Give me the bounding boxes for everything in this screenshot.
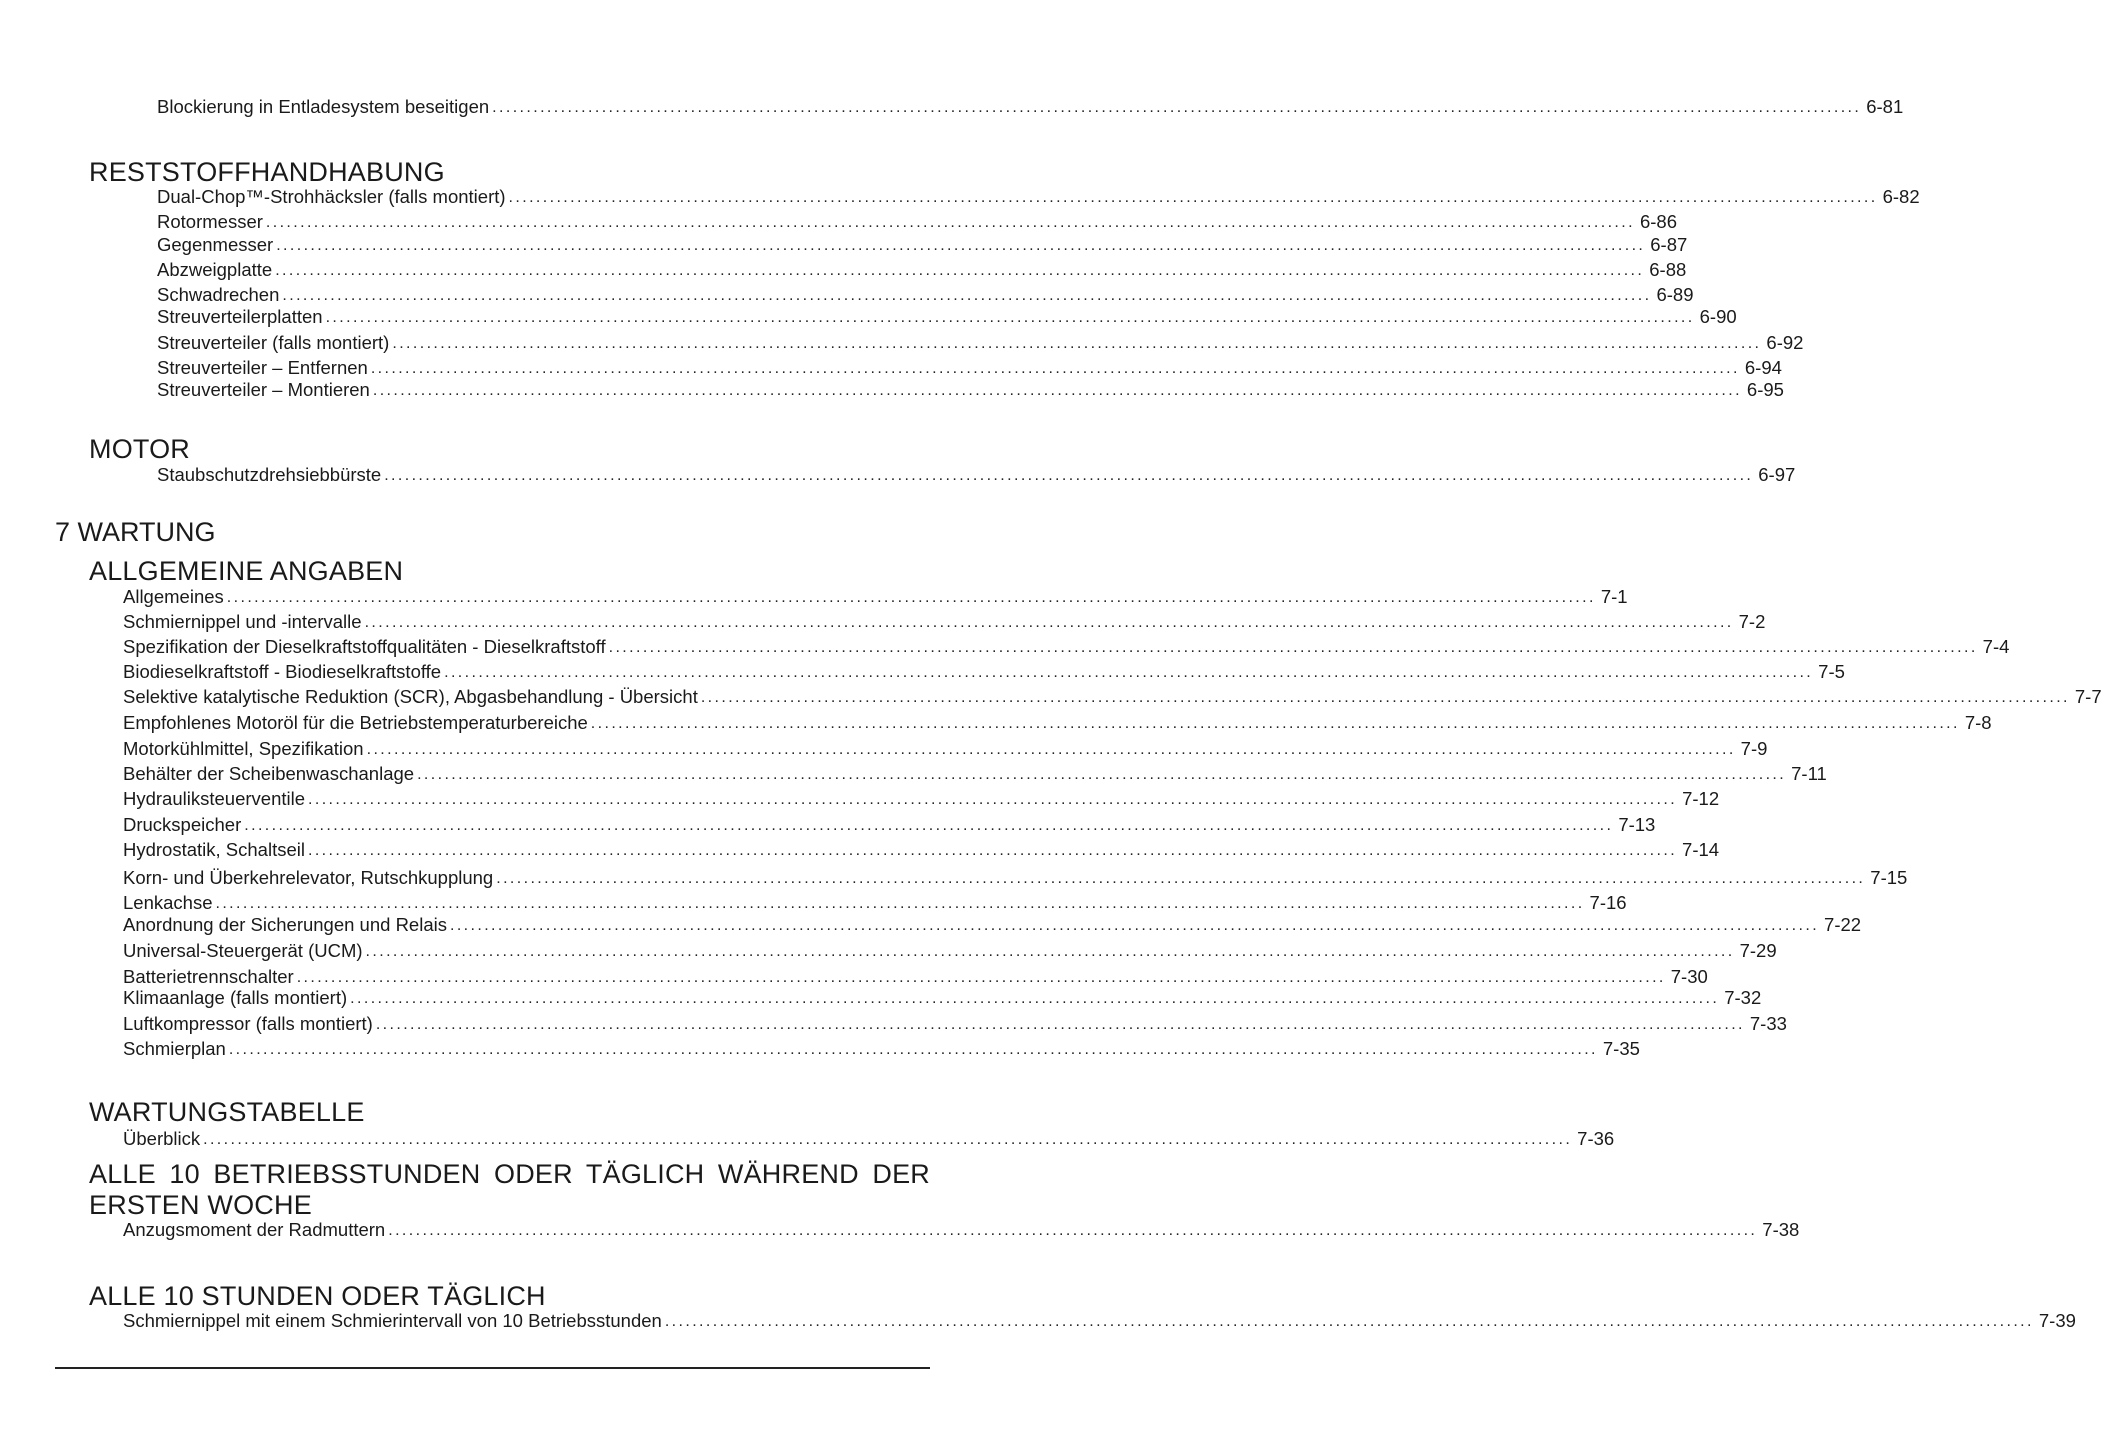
toc-entry[interactable] <box>123 837 1720 861</box>
toc-entry[interactable] <box>123 584 1628 608</box>
toc-entry-title: Empfohlenes Motoröl für die Betriebstemperaturbereiche <box>123 712 588 733</box>
toc-entry-page: 7-32 <box>1724 987 1762 1008</box>
toc-entry[interactable] <box>123 609 1766 633</box>
footer-rule <box>55 1367 930 1369</box>
toc-leader-dots: ........................................................................................................................................................................................................ <box>365 943 1735 960</box>
toc-entry[interactable] <box>123 710 1992 734</box>
section-heading: MOTOR <box>89 434 190 464</box>
toc-entry-page: 7-2 <box>1738 611 1766 632</box>
toc-entry-title: Korn- und Überkehrelevator, Rutschkupplung <box>123 867 494 888</box>
toc-entry[interactable] <box>157 257 1687 281</box>
toc-entry-page: 7-1 <box>1600 586 1628 607</box>
toc-entry-title: Universal-Steuergerät (UCM) <box>123 940 363 961</box>
toc-entry[interactable] <box>123 865 1908 889</box>
toc-entry[interactable] <box>123 1036 1640 1060</box>
toc-entry-title: Spezifikation der Dieselkraftstoffqualitäten - Dieselkraftstoff <box>123 636 606 657</box>
toc-leader-dots: ........................................................................................................................................................................................................ <box>366 741 1736 758</box>
toc-entry[interactable] <box>123 985 1762 1009</box>
toc-leader-dots: ........................................................................................................................................................................................................ <box>296 969 1666 986</box>
toc-entry-title: Batterietrennschalter <box>123 966 294 987</box>
toc-entry[interactable] <box>123 761 1827 785</box>
toc-leader-dots: ........................................................................................................................................................................................................ <box>307 842 1678 859</box>
toc-entry-title: Klimaanlage (falls montiert) <box>123 987 348 1008</box>
toc-leader-dots: ........................................................................................................................................................................................................ <box>325 309 1695 326</box>
toc-entry-title: Biodieselkraftstoff - Biodieselkraftstoffe <box>123 661 442 682</box>
toc-entry-title: Streuverteiler – Montieren <box>157 379 370 400</box>
toc-leader-dots: ........................................................................................................................................................................................................ <box>444 664 1814 681</box>
toc-leader-dots: ........................................................................................................................................................................................................ <box>496 870 1866 887</box>
toc-entry-page: 6-90 <box>1699 306 1737 327</box>
toc-entry[interactable] <box>157 330 1804 354</box>
toc-entry[interactable] <box>157 282 1694 306</box>
toc-entry-title: Überblick <box>123 1128 201 1149</box>
toc-leader-dots: ........................................................................................................................................................................................................ <box>275 262 1645 279</box>
toc-entry-page: 7-35 <box>1602 1038 1640 1059</box>
toc-entry-title: Hydrostatik, Schaltseil <box>123 839 305 860</box>
toc-entry-page: 7-33 <box>1749 1013 1787 1034</box>
toc-leader-dots: ........................................................................................................................................................................................................ <box>590 715 1960 732</box>
toc-entry-title: Abzweigplatte <box>157 259 273 280</box>
toc-entry[interactable] <box>123 786 1720 810</box>
toc-entry[interactable] <box>123 938 1777 962</box>
toc-entry-title: Schmierplan <box>123 1038 226 1059</box>
toc-entry-page: 7-4 <box>1982 636 2010 657</box>
toc-entry-page: 6-82 <box>1882 186 1920 207</box>
toc-entry-page: 7-16 <box>1589 892 1627 913</box>
toc-leader-dots: ........................................................................................................................................................................................................ <box>417 766 1787 783</box>
toc-entry-title: Lenkachse <box>123 892 213 913</box>
toc-entry-page: 7-22 <box>1824 914 1862 935</box>
toc-leader-dots: ........................................................................................................................................................................................................ <box>215 895 1585 912</box>
toc-entry[interactable] <box>123 634 2010 658</box>
toc-leader-dots: ........................................................................................................................................................................................................ <box>282 287 1652 304</box>
toc-entry[interactable] <box>157 184 1920 208</box>
toc-entry[interactable] <box>123 736 1768 760</box>
toc-leader-dots: ........................................................................................................................................................................................................ <box>228 1041 1598 1058</box>
toc-entry[interactable] <box>123 1308 2076 1332</box>
toc-leader-dots: ........................................................................................................................................................................................................ <box>700 689 2070 706</box>
toc-entry[interactable] <box>123 890 1627 914</box>
toc-leader-dots: ........................................................................................................................................................................................................ <box>370 360 1740 377</box>
toc-entry[interactable] <box>123 1011 1787 1035</box>
toc-entry-page: 7-15 <box>1870 867 1908 888</box>
section-heading: RESTSTOFFHANDHABUNG <box>89 157 445 187</box>
toc-entry-page: 6-92 <box>1766 332 1804 353</box>
chapter-title: 7 WARTUNG <box>55 517 216 547</box>
toc-entry-page: 6-94 <box>1744 357 1782 378</box>
toc-entry-page: 7-39 <box>2038 1310 2076 1331</box>
toc-entry-title: Anzugsmoment der Radmuttern <box>123 1219 386 1240</box>
toc-entry-page: 7-38 <box>1762 1219 1800 1240</box>
toc-entry-title: Anordnung der Sicherungen und Relais <box>123 914 447 935</box>
section-heading: ALLE 10 STUNDEN ODER TÄGLICH <box>89 1281 546 1311</box>
toc-entry-page: 7-11 <box>1791 763 1827 784</box>
toc-leader-dots: ........................................................................................................................................................................................................ <box>608 639 1978 656</box>
section-heading: ALLE 10 BETRIEBSSTUNDEN ODER TÄGLICH WÄHREND DER ERSTEN WOCHE <box>89 1159 930 1220</box>
toc-entry-title: Luftkompressor (falls montiert) <box>123 1013 373 1034</box>
section-heading: WARTUNGSTABELLE <box>89 1097 365 1127</box>
toc-entry-title: Dual-Chop™-Strohhäcksler (falls montiert) <box>157 186 506 207</box>
toc-entry-title: Hydrauliksteuerventile <box>123 788 306 809</box>
toc-entry-title: Motorkühlmittel, Spezifikation <box>123 738 364 759</box>
toc-entry[interactable] <box>123 812 1656 836</box>
toc-entry[interactable] <box>123 684 2102 708</box>
toc-entry-title: Staubschutzdrehsiebbürste <box>157 464 382 485</box>
toc-entry-title: Blockierung in Entladesystem beseitigen <box>157 96 490 117</box>
toc-entry-title: Behälter der Scheibenwaschanlage <box>123 763 415 784</box>
toc-entry-title: Streuverteiler (falls montiert) <box>157 332 390 353</box>
toc-entry[interactable] <box>157 209 1677 233</box>
toc-entry-title: Rotormesser <box>157 211 263 232</box>
toc-entry-title: Allgemeines <box>123 586 224 607</box>
toc-entry-page: 6-89 <box>1656 284 1694 305</box>
toc-leader-dots: ........................................................................................................................................................................................................ <box>372 382 1742 399</box>
toc-entry-page: 7-5 <box>1818 661 1845 682</box>
toc-entry-page: 7-30 <box>1670 966 1708 987</box>
toc-entry[interactable] <box>157 232 1688 256</box>
toc-entry-page: 7-29 <box>1739 940 1777 961</box>
toc-leader-dots: ........................................................................................................................................................................................................ <box>350 990 1720 1007</box>
toc-entry[interactable] <box>157 377 1784 401</box>
toc-entry[interactable] <box>157 304 1737 328</box>
toc-leader-dots: ........................................................................................................................................................................................................ <box>244 817 1614 834</box>
toc-entry-page: 6-81 <box>1866 96 1904 117</box>
toc-entry-title: Schwadrechen <box>157 284 280 305</box>
toc-entry-page: 7-13 <box>1618 814 1656 835</box>
toc-entry[interactable] <box>157 94 1904 118</box>
toc-leader-dots: ........................................................................................................................................................................................................ <box>276 237 1646 254</box>
toc-entry-title: Gegenmesser <box>157 234 274 255</box>
toc-entry-page: 6-87 <box>1650 234 1688 255</box>
toc-entry-page: 6-86 <box>1639 211 1677 232</box>
toc-entry-title: Selektive katalytische Reduktion (SCR), Abgasbehandlung - Übersicht <box>123 686 698 707</box>
toc-entry-page: 6-88 <box>1649 259 1687 280</box>
toc-leader-dots: ........................................................................................................................................................................................................ <box>388 1222 1758 1239</box>
toc-leader-dots: ........................................................................................................................................................................................................ <box>449 917 1820 934</box>
toc-entry-title: Schmiernippel und -intervalle <box>123 611 362 632</box>
toc-entry-title: Streuverteilerplatten <box>157 306 323 327</box>
toc-leader-dots: ........................................................................................................................................................................................................ <box>508 189 1878 206</box>
toc-leader-dots: ........................................................................................................................................................................................................ <box>664 1313 2034 1330</box>
toc-entry-title: Druckspeicher <box>123 814 242 835</box>
toc-leader-dots: ........................................................................................................................................................................................................ <box>226 589 1596 606</box>
toc-leader-dots: ........................................................................................................................................................................................................ <box>364 614 1734 631</box>
toc-entry-page: 7-9 <box>1740 738 1768 759</box>
toc-leader-dots: ........................................................................................................................................................................................................ <box>203 1131 1573 1148</box>
toc-entry[interactable] <box>157 462 1796 486</box>
toc-entry[interactable] <box>123 1217 1800 1241</box>
section-heading: ALLGEMEINE ANGABEN <box>89 556 404 586</box>
toc-entry-page: 7-7 <box>2074 686 2102 707</box>
toc-leader-dots: ........................................................................................................................................................................................................ <box>308 791 1678 808</box>
toc-entry-page: 7-8 <box>1964 712 1992 733</box>
toc-entry-page: 7-12 <box>1682 788 1720 809</box>
toc-leader-dots: ........................................................................................................................................................................................................ <box>384 467 1754 484</box>
toc-entry[interactable] <box>123 1126 1615 1150</box>
toc-entry-title: Streuverteiler – Entfernen <box>157 357 368 378</box>
toc-entry-title: Schmiernippel mit einem Schmierintervall von 10 Betriebsstunden <box>123 1310 662 1331</box>
toc-entry[interactable] <box>123 912 1862 936</box>
toc-leader-dots: ........................................................................................................................................................................................................ <box>392 335 1762 352</box>
toc-entry[interactable] <box>157 355 1782 379</box>
toc-leader-dots: ........................................................................................................................................................................................................ <box>492 99 1862 116</box>
toc-leader-dots: ........................................................................................................................................................................................................ <box>375 1016 1745 1033</box>
toc-entry-page: 6-97 <box>1758 464 1796 485</box>
toc-entry-page: 6-95 <box>1746 379 1784 400</box>
toc-leader-dots: ........................................................................................................................................................................................................ <box>265 214 1635 231</box>
toc-entry[interactable] <box>123 659 1845 683</box>
toc-entry-page: 7-14 <box>1682 839 1720 860</box>
toc-entry-page: 7-36 <box>1577 1128 1615 1149</box>
